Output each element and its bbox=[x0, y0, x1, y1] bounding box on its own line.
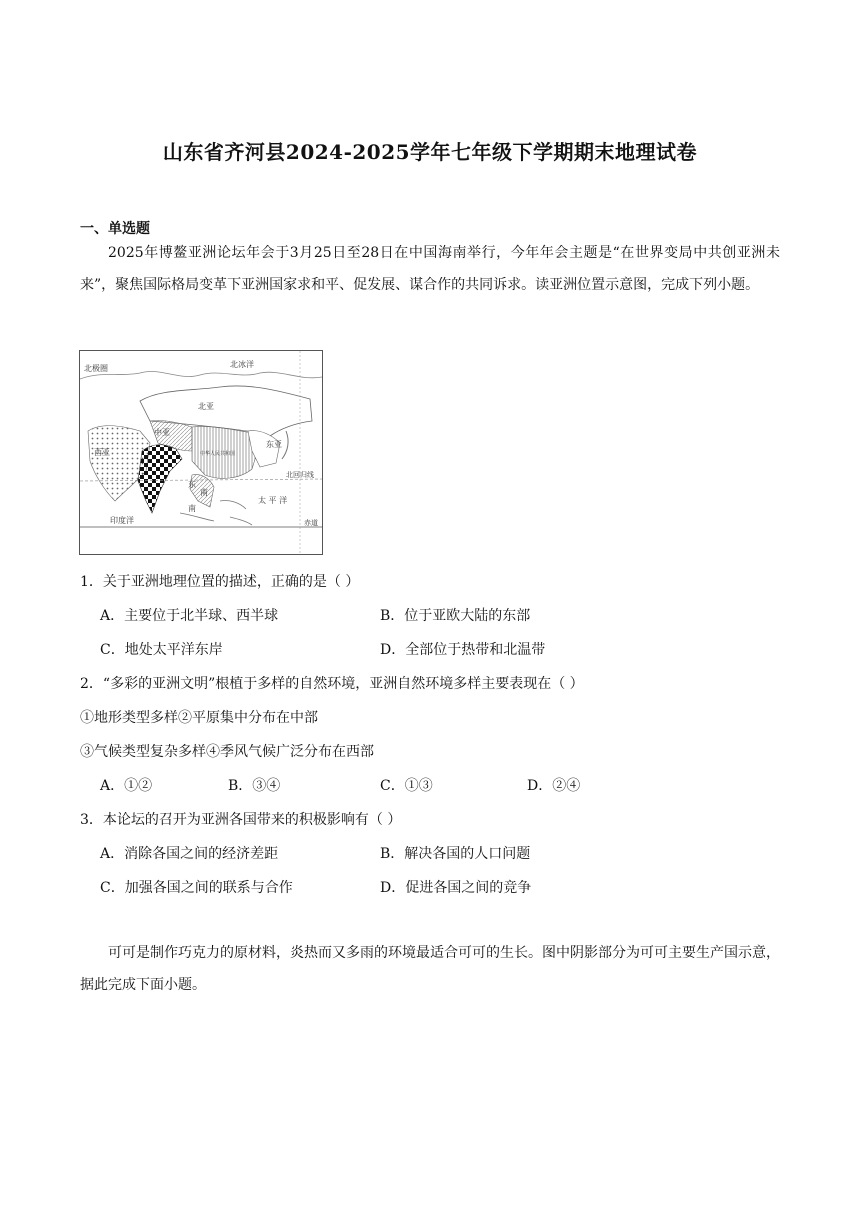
label-north-pole: 北极圈 bbox=[84, 364, 108, 373]
south-asia-region bbox=[138, 445, 182, 513]
label-south-asia: 南 bbox=[200, 488, 208, 497]
q3-option-d: D．促进各国之间的竞争 bbox=[380, 880, 532, 896]
section-heading: 一、单选题 bbox=[80, 221, 150, 237]
q2-option-a: A．①② bbox=[100, 778, 153, 794]
q3-option-a: A．消除各国之间的经济差距 bbox=[100, 846, 279, 862]
q2-statement-2: ③气候类型复杂多样④季风气候广泛分布在西部 bbox=[80, 744, 374, 760]
reading-passage-1: 2025年博鳌亚洲论坛年会于3月25日至28日在中国海南举行，今年年会主题是“在世界变局中共创亚洲未来”，聚焦国际格局变革下亚洲国家求和平、促发展、谋合作的共同诉求。读亚洲位置示意图，完成下列小题。 bbox=[80, 245, 780, 293]
q3-option-c: C．加强各国之间的联系与合作 bbox=[100, 880, 293, 896]
label-east-asia: 东亚 bbox=[266, 440, 282, 449]
q2-option-b: B．③④ bbox=[228, 778, 281, 794]
q1-option-c: C．地处太平洋东岸 bbox=[100, 642, 223, 658]
page-title: 山东省齐河县2024-2025学年七年级下学期期末地理试卷 bbox=[162, 140, 698, 164]
label-southeast-2: 南 bbox=[188, 504, 196, 513]
label-china: 中华人民共和国 bbox=[200, 451, 236, 457]
q2-option-d: D．②④ bbox=[527, 778, 581, 794]
label-southeast-1: 东 bbox=[188, 480, 196, 489]
q2-statement-1: ①地形类型多样②平原集中分布在中部 bbox=[80, 710, 318, 726]
arctic-coastline bbox=[80, 371, 322, 379]
question-3-stem: 3．本论坛的召开为亚洲各国带来的积极影响有（ ） bbox=[80, 812, 402, 828]
q3-option-b: B．解决各国的人口问题 bbox=[380, 846, 531, 862]
label-indian-ocean: 印度洋 bbox=[110, 516, 134, 525]
japan-island bbox=[282, 431, 288, 459]
q1-option-a: A．主要位于北半球、西半球 bbox=[100, 608, 279, 624]
label-tropic: 北回归线 bbox=[286, 471, 314, 479]
label-west-asia: 西亚 bbox=[94, 448, 110, 457]
asia-location-map bbox=[79, 350, 323, 555]
label-north-asia: 北亚 bbox=[198, 402, 214, 411]
label-central-asia: 中亚 bbox=[154, 428, 170, 437]
q2-option-c: C．①③ bbox=[380, 778, 433, 794]
reading-passage-2: 可可是制作巧克力的原材料，炎热而又多雨的环境最适合可可的生长。图中阴影部分为可可主要生产国示意，据此完成下面小题。 bbox=[80, 945, 780, 993]
question-1-stem: 1．关于亚洲地理位置的描述，正确的是（ ） bbox=[80, 574, 360, 590]
label-arctic-ocean: 北冰洋 bbox=[230, 360, 254, 369]
q1-option-d: D．全部位于热带和北温带 bbox=[380, 642, 546, 658]
question-2-stem: 2．“多彩的亚洲文明”根植于多样的自然环境，亚洲自然环境多样主要表现在（ ） bbox=[80, 676, 584, 692]
label-pacific: 太 平 洋 bbox=[258, 496, 288, 505]
q1-option-b: B．位于亚欧大陆的东部 bbox=[380, 608, 531, 624]
label-equator: 赤道 bbox=[304, 519, 318, 527]
